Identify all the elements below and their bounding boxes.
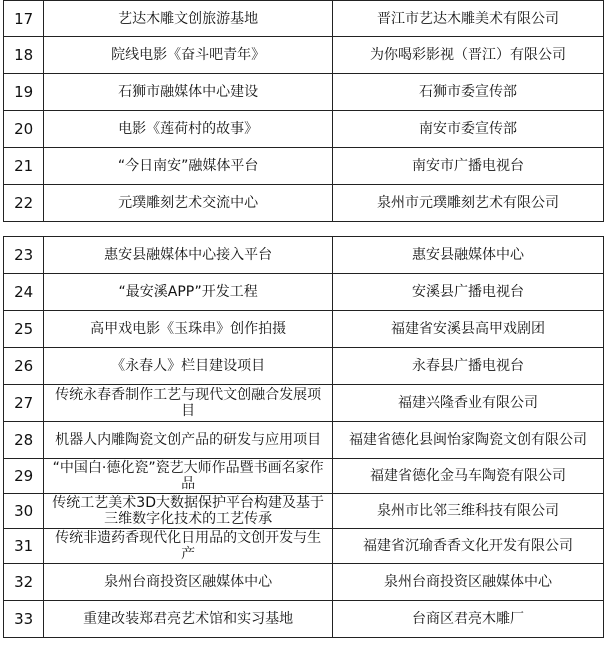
organization-name: 泉州台商投资区融媒体中心: [332, 564, 603, 601]
row-number: 27: [4, 385, 44, 422]
project-name: 院线电影《奋斗吧青年》: [44, 37, 333, 74]
table-row: [4, 37, 604, 74]
organization-name: 南安市委宣传部: [332, 111, 603, 148]
organization-name: 为你喝彩影视（晋江）有限公司: [332, 37, 603, 74]
project-name: 机器人内雕陶瓷文创产品的研发与应用项目: [44, 422, 333, 459]
table-row: [4, 494, 604, 529]
project-table-top: [3, 0, 604, 222]
organization-name: 南安市广播电视台: [332, 148, 603, 185]
project-name: 泉州台商投资区融媒体中心: [44, 564, 333, 601]
table-row: [4, 237, 604, 274]
row-number: 31: [4, 529, 44, 564]
row-number: 25: [4, 311, 44, 348]
table-row: [4, 111, 604, 148]
organization-name: 福建兴隆香业有限公司: [332, 385, 603, 422]
project-name: “中国白·德化瓷”瓷艺大师作品暨书画名家作品: [44, 459, 333, 494]
project-name: “最安溪APP”开发工程: [44, 274, 333, 311]
project-name: 艺达木雕文创旅游基地: [44, 1, 333, 37]
table-row: [4, 185, 604, 222]
table-row: [4, 348, 604, 385]
table-row: [4, 564, 604, 601]
project-name: 传统工艺美术3D大数据保护平台构建及基于三维数字化技术的工艺传承: [44, 494, 333, 529]
table-row: [4, 601, 604, 638]
row-number: 23: [4, 237, 44, 274]
row-number: 30: [4, 494, 44, 529]
project-name: 石狮市融媒体中心建设: [44, 74, 333, 111]
row-number: 20: [4, 111, 44, 148]
row-number: 32: [4, 564, 44, 601]
organization-name: 福建省安溪县高甲戏剧团: [332, 311, 603, 348]
organization-name: 石狮市委宣传部: [332, 74, 603, 111]
table-row: [4, 148, 604, 185]
row-number: 21: [4, 148, 44, 185]
organization-name: 福建省沉瑜香香文化开发有限公司: [332, 529, 603, 564]
row-number: 17: [4, 1, 44, 37]
row-number: 18: [4, 37, 44, 74]
table-row: [4, 529, 604, 564]
table-row: [4, 1, 604, 37]
project-name: 重建改装郑君亮艺术馆和实习基地: [44, 601, 333, 638]
table-row: [4, 274, 604, 311]
table-row: [4, 422, 604, 459]
row-number: 24: [4, 274, 44, 311]
table-row: [4, 311, 604, 348]
organization-name: 泉州市比邻三维科技有限公司: [332, 494, 603, 529]
project-name: 传统永春香制作工艺与现代文创融合发展项目: [44, 385, 333, 422]
row-number: 22: [4, 185, 44, 222]
organization-name: 惠安县融媒体中心: [332, 237, 603, 274]
table-row: [4, 385, 604, 422]
row-number: 33: [4, 601, 44, 638]
table-row: [4, 459, 604, 494]
organization-name: 福建省德化金马车陶瓷有限公司: [332, 459, 603, 494]
project-name: 电影《莲荷村的故事》: [44, 111, 333, 148]
row-number: 29: [4, 459, 44, 494]
project-name: 元璞雕刻艺术交流中心: [44, 185, 333, 222]
row-number: 19: [4, 74, 44, 111]
table-row: [4, 74, 604, 111]
row-number: 28: [4, 422, 44, 459]
project-table-bottom: [3, 236, 604, 638]
project-name: 传统非遗药香现代化日用品的文创开发与生产: [44, 529, 333, 564]
organization-name: 泉州市元璞雕刻艺术有限公司: [332, 185, 603, 222]
project-name: “今日南安”融媒体平台: [44, 148, 333, 185]
organization-name: 福建省德化县闽怡家陶瓷文创有限公司: [332, 422, 603, 459]
row-number: 26: [4, 348, 44, 385]
project-name: 高甲戏电影《玉珠串》创作拍摄: [44, 311, 333, 348]
project-name: 惠安县融媒体中心接入平台: [44, 237, 333, 274]
organization-name: 台商区君亮木雕厂: [332, 601, 603, 638]
project-name: 《永春人》栏目建设项目: [44, 348, 333, 385]
organization-name: 永春县广播电视台: [332, 348, 603, 385]
organization-name: 安溪县广播电视台: [332, 274, 603, 311]
organization-name: 晋江市艺达木雕美术有限公司: [332, 1, 603, 37]
